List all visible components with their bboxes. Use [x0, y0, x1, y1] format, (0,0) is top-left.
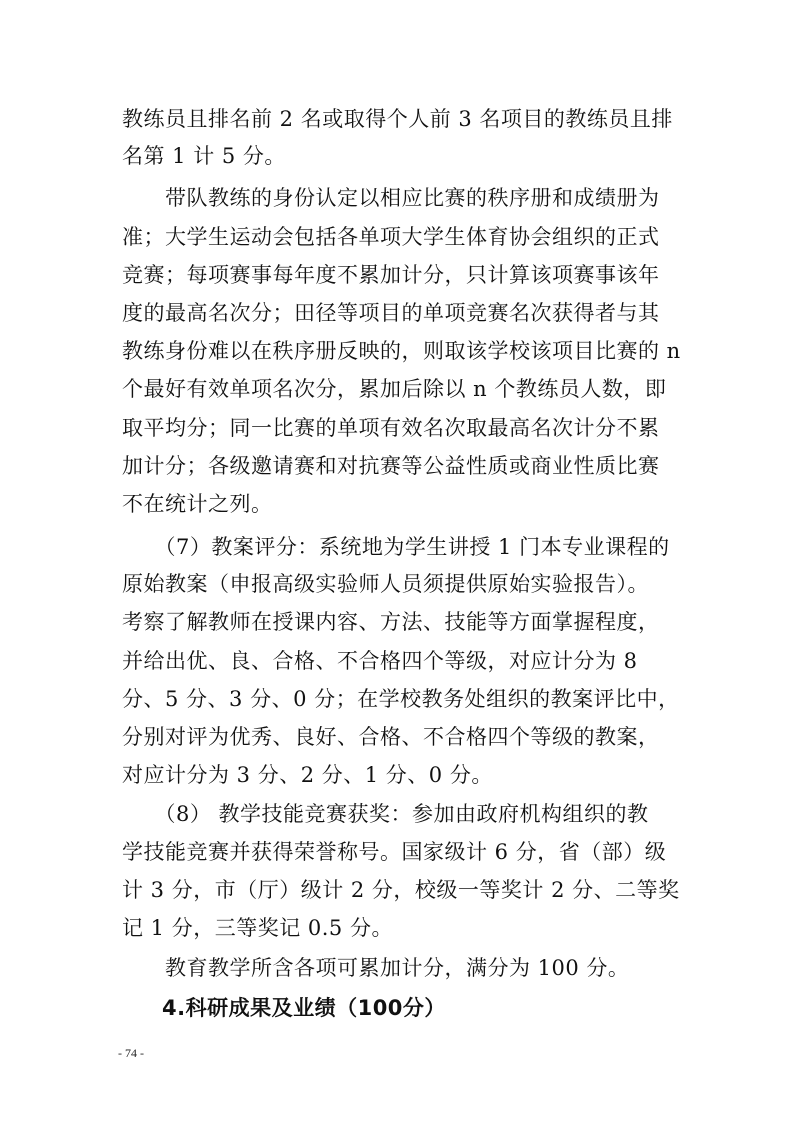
page-number: - 74 - [118, 1046, 144, 1060]
text-line: 并给出优、良、合格、不合格四个等级，对应计分为 8 [122, 649, 638, 673]
text-line: 加计分；各级邀请赛和对抗赛等公益性质或商业性质比赛 [122, 454, 660, 478]
text-line: 个最好有效单项名次分，累加后除以 n 个教练员人数，即 [122, 377, 667, 401]
text-line: 不在统计之列。 [122, 492, 273, 516]
text-line: 记 1 分，三等奖记 0.5 分。 [122, 916, 393, 940]
text-line: 教练身份难以在秩序册反映的，则取该学校该项目比赛的 n [122, 339, 681, 363]
text-line: 原始教案（申报高级实验师人员须提供原始实验报告）。 [122, 572, 649, 596]
text-line: 分、5 分、3 分、0 分；在学校教务处组织的教案评比中， [122, 687, 680, 711]
text-line: 度的最高名次分；田径等项目的单项竞赛名次获得者与其 [122, 301, 660, 325]
text-line: 取平均分；同一比赛的单项有效名次取最高名次计分不累 [122, 416, 660, 440]
text-line: 带队教练的身份认定以相应比赛的秩序册和成绩册为 [122, 186, 660, 210]
text-line: （7）教案评分：系统地为学生讲授 1 门本专业课程的 [122, 535, 670, 559]
text-line: 准；大学生运动会包括各单项大学生体育协会组织的正式 [122, 225, 660, 249]
text-line: 对应计分为 3 分、2 分、1 分、0 分。 [122, 763, 493, 787]
text-line: 分别对评为优秀、良好、合格、不合格四个等级的教案， [122, 725, 660, 749]
text-line: 考察了解教师在授课内容、方法、技能等方面掌握程度， [122, 610, 660, 634]
text-line: 教育教学所含各项可累加计分，满分为 100 分。 [122, 956, 630, 980]
section-heading: 4.科研成果及业绩（100分） [162, 996, 446, 1020]
text-line: 计 3 分，市（厅）级计 2 分，校级一等奖计 2 分、二等奖 [122, 878, 680, 902]
text-line: 名第 1 计 5 分。 [122, 144, 286, 168]
text-line: （8） 教学技能竞赛获奖：参加由政府机构组织的教 [122, 802, 649, 826]
text-line: 教练员且排名前 2 名或取得个人前 3 名项目的教练员且排 [122, 107, 673, 131]
text-line: 竞赛；每项赛事每年度不累加计分，只计算该项赛事该年 [122, 263, 660, 287]
text-line: 学技能竞赛并获得荣誉称号。国家级计 6 分，省（部）级 [122, 840, 667, 864]
